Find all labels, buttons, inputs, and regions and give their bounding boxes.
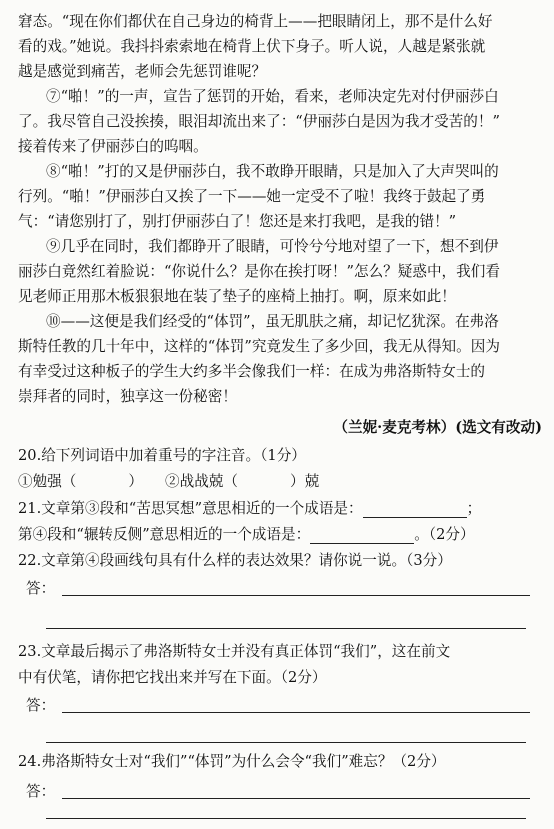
- answer-rule: [62, 798, 530, 799]
- q20-item-1: ①勉强（: [18, 473, 77, 490]
- answer-line-24[interactable]: [26, 782, 540, 801]
- q21-blank-2[interactable]: [310, 528, 414, 544]
- q21-blank-1[interactable]: [363, 502, 467, 518]
- answer-rule-extra[interactable]: [46, 628, 526, 629]
- question-20-items: ①勉强（ ） ②战战兢（ ）兢: [18, 473, 320, 490]
- passage-line: 越是感觉到痛苦，老师会先惩罚谁呢？: [18, 63, 267, 80]
- passage-line: 了。我尽管自己没挨揍，眼泪却流出来了：“伊丽莎白是因为我才受苦的！”: [18, 113, 500, 130]
- passage-line: 看的戏。”她说。我抖抖索索地在椅背上伏下身子。听人说，人越是紧张就: [18, 38, 486, 55]
- question-22: 22.文章第④段画线句具有什么样的表达效果？请你说一说。（3分）: [18, 552, 452, 569]
- answer-rule-extra[interactable]: [46, 818, 526, 819]
- question-20: 20.给下列词语中加着重号的字注音。（1分）: [18, 447, 306, 464]
- answer-line-23[interactable]: [26, 696, 540, 715]
- passage-line: ⑦“啪！”的一声，宣告了惩罚的开始，看来，老师决定先对付伊丽莎白: [46, 88, 499, 105]
- passage-line: 崇拜者的同时，独享这一份秘密！: [18, 388, 237, 405]
- passage-line: 窘态。“现在你们都伏在自己身边的椅背上——把眼睛闭上，那不是什么好: [18, 13, 493, 30]
- answer-label: 答：: [26, 783, 56, 800]
- answer-rule: [62, 712, 530, 713]
- question-24: 24.弗洛斯特女士对“我们”“体罚”为什么会令“我们”难忘？（2分）: [18, 753, 446, 770]
- q20-item-2: ②战战兢（: [165, 473, 238, 490]
- passage-line: 斯特任教的几十年中，这样的“体罚”究竟发生了多少回，我无从得知。因为: [18, 338, 500, 355]
- answer-label: 答：: [26, 697, 56, 714]
- passage-line: 有幸受过这种板子的学生大约多半会像我们一样：在成为弗洛斯特女士的: [18, 363, 486, 380]
- question-21-a: 21.文章第③段和“苦思冥想”意思相近的一个成语是： ；: [18, 500, 482, 517]
- question-21-b: 第④段和“辗转反侧”意思相近的一个成语是： 。（2分）: [18, 526, 475, 543]
- answer-rule-extra[interactable]: [46, 742, 526, 743]
- passage-line: 行列。“啪！”伊丽莎白又挨了一下——她一定受不了啦！我终于鼓起了勇: [18, 188, 486, 205]
- passage-line: 见老师正用那木板狠狠地在装了垫子的座椅上抽打。啊，原来如此！: [18, 288, 456, 305]
- passage-line: ⑧“啪！”打的又是伊丽莎白，我不敢睁开眼睛，只是加入了大声哭叫的: [46, 163, 499, 180]
- answer-line-22[interactable]: [26, 579, 540, 598]
- passage-line: 气：“请您别打了，别打伊丽莎白了！您还是来打我吧，是我的错！”: [18, 213, 457, 230]
- passage-line: 丽莎白竟然红着脸说：“你说什么？是你在挨打呀！”怎么？疑惑中，我们看: [18, 263, 500, 280]
- question-23-a: 23.文章最后揭示了弗洛斯特女士并没有真正体罚“我们”，这在前文: [18, 643, 451, 660]
- question-23-b: 中有伏笔，请你把它找出来并写在下面。（2分）: [18, 669, 327, 686]
- answer-label: 答：: [26, 580, 56, 597]
- answer-rule: [62, 595, 530, 596]
- passage-line: ⑩——这便是我们经受的“体罚”，虽无肌肤之痛，却记忆犹深。在弗洛: [46, 313, 499, 330]
- passage-line: 接着传来了伊丽莎白的呜咽。: [18, 138, 208, 155]
- passage-source: （兰妮·麦克考林）(选文有改动): [333, 419, 542, 436]
- passage-line: ⑨几乎在同时，我们都睁开了眼睛，可怜兮兮地对望了一下，想不到伊: [46, 238, 499, 255]
